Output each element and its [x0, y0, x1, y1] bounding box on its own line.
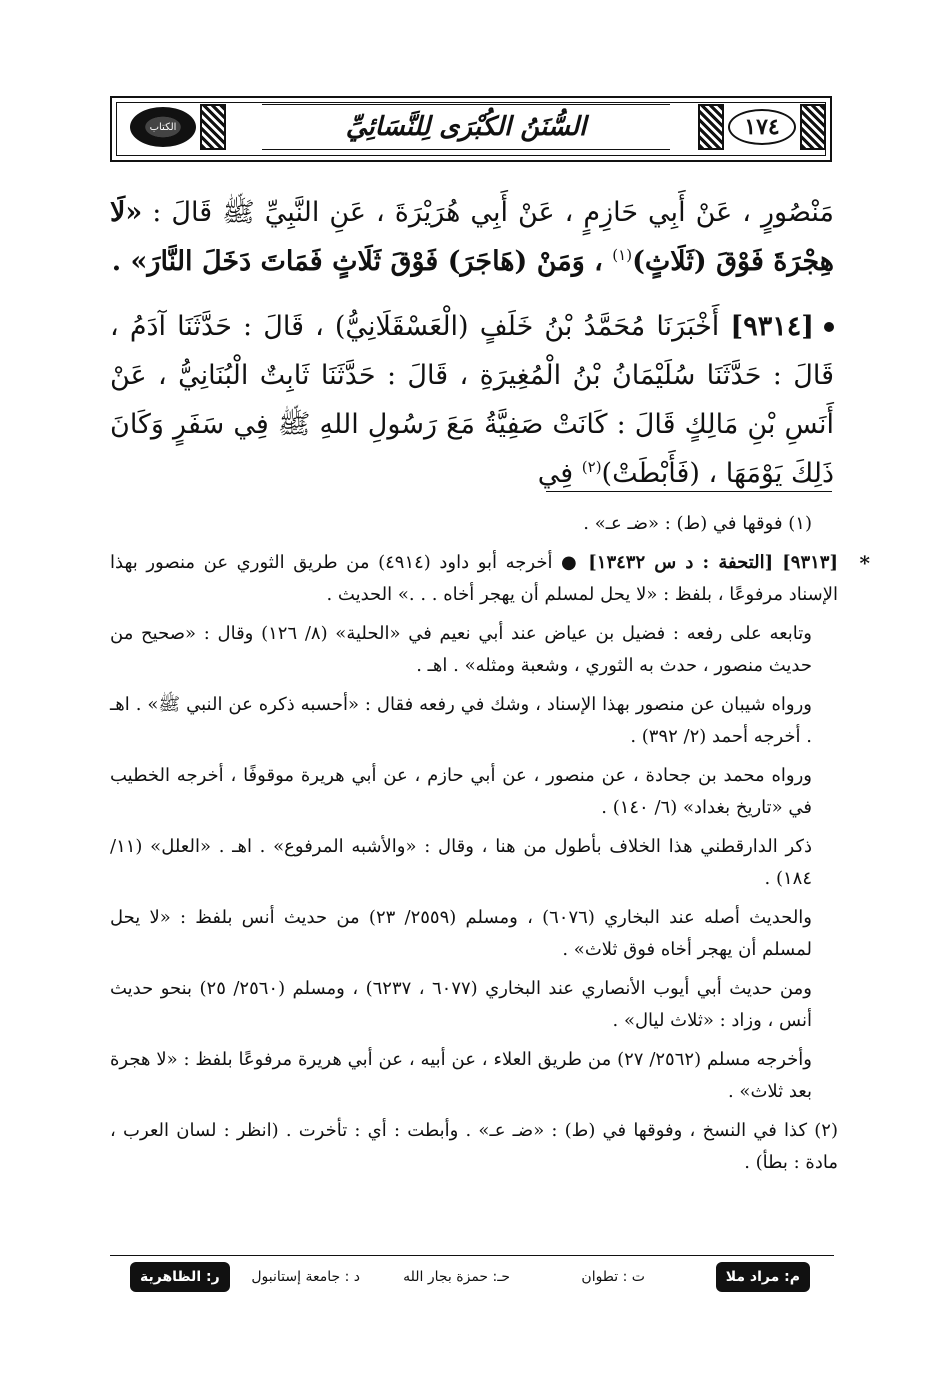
- takhrij-para: وأخرجه مسلم (٢٥٦٢/ ٢٧) من طريق العلاء ، عن أبيه ، عن أبي هريرة مرفوعًا بلفظ : «لا هجرة بعد ثلاث» .: [110, 1049, 812, 1102]
- header-right-cap: [698, 101, 826, 153]
- takhrij-para: ورواه محمد بن جحادة ، عن منصور ، عن أبي حازم ، عن أبي هريرة موقوفًا ، أخرجه الخطيب في «تاريخ بغداد» (٦/ ١٤٠) .: [110, 765, 812, 818]
- footnote-2: (٢) كذا في النسخ ، وفوقها في (ط) : «ضـ عـ» . وأبطت : أي : تأخرت . (انظر : لسان العرب ، مادة : بطأ) .: [110, 1120, 838, 1173]
- page-header: [110, 96, 832, 162]
- main-text: [110, 188, 834, 514]
- siglum-d: د : جامعة إستانبول: [251, 1269, 360, 1285]
- siglum-m: م: مراد ملا: [716, 1262, 810, 1292]
- takhrij-9313: [110, 547, 870, 611]
- hadith-quote-end: ، وَمَنْ (هَاجَرَ) فَوْقَ ثَلَاثٍ فَمَاتَ دَخَلَ النَّارَ» .: [111, 246, 613, 277]
- takhrij-para: وتابعه على رفعه : فضيل بن عياض عند أبي نعيم في «الحلية» (٨/ ١٢٦) وقال : «صحيح من حديث منصور ، حدث به الثوري ، وشعبة ومثله» . اهـ .: [110, 623, 812, 676]
- ornament-icon: [800, 104, 826, 150]
- hadith-number: [٩٣١٤]: [730, 311, 814, 342]
- page-number: ١٧٤: [728, 109, 796, 145]
- footnote-ref-2[interactable]: (٢): [581, 458, 602, 476]
- footer-divider: [110, 1255, 834, 1256]
- ornament-icon: [200, 104, 226, 150]
- siglum-t: ت : تطوان: [581, 1269, 645, 1285]
- takhrij-para: ورواه شيبان عن منصور بهذا الإسناد ، وشك في رفعه فقال : «أحسبه ذكره عن النبي ﷺ» . اهـ . أخرجه أحمد (٢/ ٣٩٢) .: [110, 694, 812, 747]
- bullet-icon: [824, 322, 834, 332]
- siglum-r: ر: الظاهرية: [130, 1262, 230, 1292]
- takhrij-heading: [٩٣١٣] [التحفة : د س ١٣٤٣٢]: [588, 552, 838, 573]
- takhrij-text: ● أخرجه أبو داود (٤٩١٤) من طريق الثوري عن منصور بهذا الإسناد مرفوعًا ، بلفظ : «لا يحل لمسلم أن يهجر أخاه . . .» الحديث .: [110, 552, 838, 605]
- takhrij-para: والحديث أصله عند البخاري (٦٠٧٦) ، ومسلم (٢٥٥٩/ ٢٣) من حديث أنس بلفظ : «لا يحل لمسلم أن يهجر أخاه فوق ثلاث» .: [110, 907, 812, 960]
- hadith-quote: «لَا هِجْرَةَ فَوْقَ (ثَلَاثٍ): [110, 197, 834, 277]
- hadith-body-end: فِي: [537, 458, 582, 489]
- footnote-ref-1[interactable]: (١): [612, 246, 633, 264]
- header-left-cap: [116, 101, 236, 153]
- takhrij-para: ذكر الدارقطني هذا الخلاف بأطول من هنا ، وقال : «والأشبه المرفوع» . اهـ . «العلل» (١١/ ١٨٤) .: [110, 836, 812, 889]
- hadith-body: أَخْبَرَنَا مُحَمَّدُ بْنُ خَلَفٍ (الْعَسْقَلَانِيُّ) ، قَالَ : حَدَّثَنَا آدَمُ ، قَالَ : حَدَّثَنَا سُلَيْمَانُ بْنُ الْمُغِيرَةِ ، قَالَ : حَدَّثَنَا ثَابِتٌ الْبُنَانِيُّ ، عَنْ أَنَسِ بْنِ مَالِكٍ قَالَ : كَانَتْ صَفِيَّةُ مَعَ رَسُولِ اللهِ ﷺ فِي سَفَرٍ وَكَانَ ذَلِكَ يَوْمَهَا ، (فَأَبْطَتْ): [110, 311, 834, 489]
- book-logo-icon: الكتاب: [130, 107, 196, 147]
- siglum-h: حـ: حمزة بجار الله: [403, 1269, 510, 1285]
- narration-chain: مَنْصُورٍ ، عَنْ أَبِي حَازِمٍ ، عَنْ أَبِي هُرَيْرَةَ ، عَنِ النَّبِيِّ ﷺ قَالَ :: [142, 197, 834, 228]
- hadith-continuation: [110, 188, 834, 286]
- footnote-divider: [546, 491, 832, 492]
- takhrij-para: ومن حديث أبي أيوب الأنصاري عند البخاري (٦٠٧٧ ، ٦٢٣٧) ، ومسلم (٢٥٦٠/ ٢٥) بنحو حديث أنس ، وزاد : «ثلاث ليال» .: [110, 978, 812, 1031]
- footnotes: [110, 508, 870, 1186]
- ornament-icon: [698, 104, 724, 150]
- star-icon: *: [859, 551, 870, 575]
- book-title: السُّنَنُ الكُبْرَى لِلنَّسَائِيِّ: [262, 104, 670, 150]
- hadith-9314: [110, 302, 834, 498]
- manuscript-sigla: [130, 1262, 810, 1292]
- footnote-1: (١) فوقها في (ط) : «ضـ عـ» .: [583, 513, 812, 534]
